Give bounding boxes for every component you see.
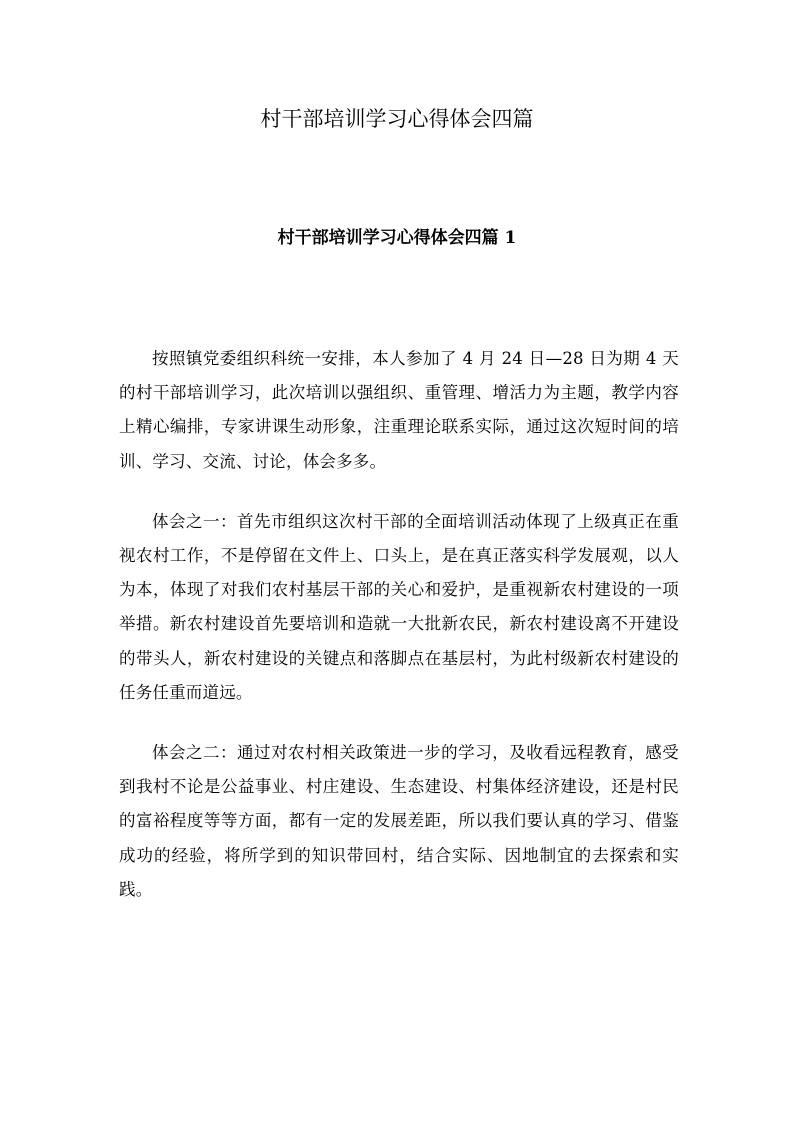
document-title: 村干部培训学习心得体会四篇 xyxy=(260,107,534,131)
paragraph-insight-two: 体会之二：通过对农村相关政策进一步的学习，及收看远程教育，感受到我村不论是公益事业、村庄建设、生态建设、村集体经济建设，还是村民的富裕程度等等方面，都有一定的发展差距，所以我们要认真的学习、借鉴成功的经验，将所学到的知识带回村，结合实际、因地制宜的去探索和实践。 xyxy=(119,743,679,899)
section-title: 村干部培训学习心得体会四篇 1 xyxy=(277,228,517,248)
document-body xyxy=(119,342,679,933)
paragraph-insight-one: 体会之一：首先市组织这次村干部的全面培训活动体现了上级真正在重视农村工作，不是停留在文件上、口头上，是在真正落实科学发展观，以人为本，体现了对我们农村基层干部的关心和爱护，是重视新农村建设的一项举措。新农村建设首先要培训和造就一大批新农民，新农村建设离不开建设的带头人，新农村建设的关键点和落脚点在基层村，为此村级新农村建设的任务任重而道远。 xyxy=(119,511,679,702)
paragraph-intro: 按照镇党委组织科统一安排，本人参加了 4 月 24 日—28 日为期 4 天的村干部培训学习，此次培训以强组织、重管理、增活力为主题，教学内容上精心编排，专家讲课生动形象，注重理论联系实际，通过这次短时间的培训、学习、交流、讨论，体会多多。 xyxy=(119,349,679,471)
